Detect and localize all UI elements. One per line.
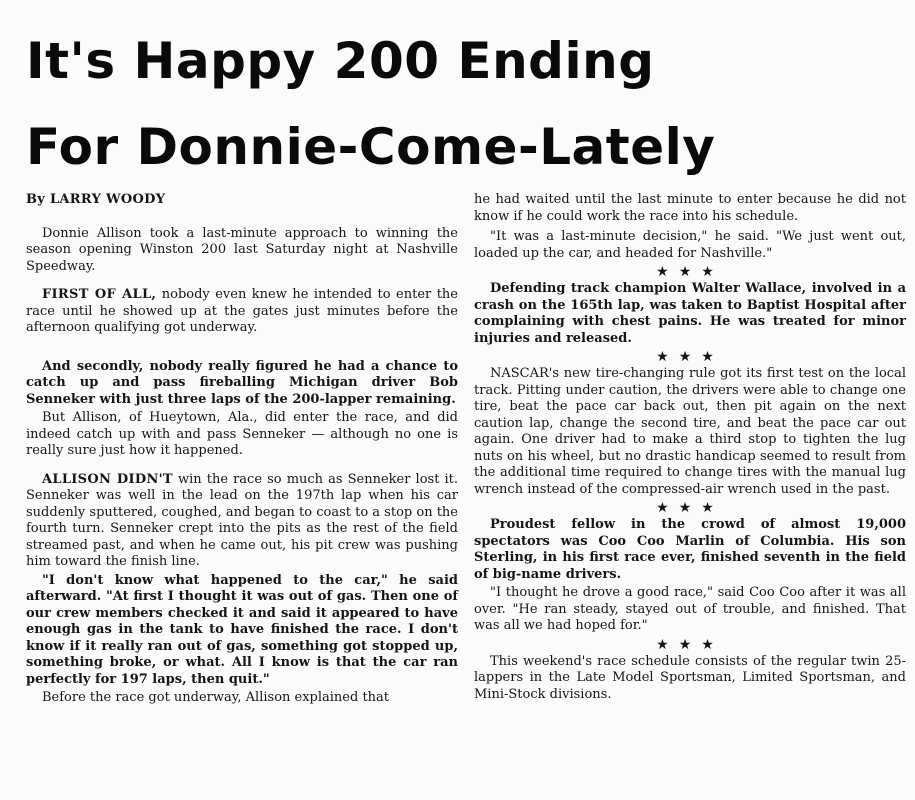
paragraph-continued: he had waited until the last minute to enter because he did not know if he could work the race into his schedule. xyxy=(474,192,906,224)
headline-line-1: It's Happy 200 Ending xyxy=(26,32,655,90)
lead-in: FIRST OF ALL, xyxy=(42,287,157,302)
section-separator-stars: ★★★ xyxy=(656,636,724,653)
right-column xyxy=(474,192,906,705)
paragraph-tire-rule: NASCAR's new tire-changing rule got its first test on the local track. Pitting under caution, the drivers were able to change one tire, beat the pace car back out, then pit again on the next caution lap, change the second tire, and beat the pace car out again. One driver had to make a third stop to tighten the lug nuts on his wheel, but no drastic handicap seemed to result from the additional time required to change tires with the manual lug wrench instead of the compressed-air wrench used in the past. xyxy=(474,366,906,497)
paragraph-wallace: Defending track champion Walter Wallace, involved in a crash on the 165th lap, was taken to Baptist Hospital after complaining with chest pains. He was treated for minor injuries and released. xyxy=(474,281,906,346)
section-separator-stars: ★★★ xyxy=(656,500,724,516)
section-separator-stars: ★★★ xyxy=(656,349,724,365)
paragraph-schedule: This weekend's race schedule consists of the regular twin 25-lappers in the Late Model Sportsman, Limited Sportsman, and Mini-Stock divisions. xyxy=(474,653,906,702)
paragraph-coo-coo-quote: "I thought he drove a good race," said Coo Coo after it was all over. "He ran steady, stayed out of trouble, and finished. That was all we had hoped for." xyxy=(474,585,906,633)
byline: By LARRY WOODY xyxy=(26,192,166,207)
paragraph-secondly: And secondly, nobody really figured he had a chance to catch up and pass fireballing Michigan driver Bob Senneker with just three laps of the 200-lapper remaining. xyxy=(26,358,458,407)
paragraph-intro: Donnie Allison took a last-minute approach to winning the season opening Winston 200 last Saturday night at Nashville Speedway. xyxy=(26,225,458,274)
paragraph-text: win the race so much as Senneker lost it. Senneker was well in the lead on the 197th lap when his car suddenly sputtered, coughed, and began to coast to a stop on the fourth turn. Senneker crept into the pits as the rest of the field streamed past, and when he came out, his pit crew was pushing him toward the finish line. xyxy=(26,471,459,569)
paragraph-text: nobody even knew he intended to enter the race until he showed up at the gates just minutes before the afternoon qualifying got underway. xyxy=(26,287,458,335)
paragraph-first-of-all xyxy=(26,287,458,337)
paragraph-last-minute-quote: "It was a last-minute decision," he said. "We just went out, loaded up the car, and headed for Nashville." xyxy=(474,229,906,261)
headline xyxy=(26,18,906,190)
lead-in: ALLISON DIDN'T xyxy=(42,471,173,487)
section-separator-stars: ★★★ xyxy=(656,264,724,280)
paragraph-allison-didnt xyxy=(26,472,458,571)
paragraph-hueytown: But Allison, of Hueytown, Ala., did enter the race, and did indeed catch up with and pass Senneker — although no one is really sure just how it happened. xyxy=(26,410,458,458)
headline-line-2: For Donnie-Come-Lately xyxy=(26,118,716,176)
paragraph-senneker-quote: "I don't know what happened to the car," he said afterward. "At first I thought it was out of gas. Then one of our crew members checked it and said it appeared to have enough gas in the tank to have finished the race. I don't know if it really ran out of gas, something got stopped up, something broke, or what. All I know is that the car ran perfectly for 197 laps, then quit." xyxy=(26,572,458,687)
left-column xyxy=(26,192,458,709)
paragraph-before-race: Before the race got underway, Allison explained that xyxy=(42,690,390,705)
paragraph-coo-coo-marlin: Proudest fellow in the crowd of almost 19,000 spectators was Coo Coo Marlin of Columbia. His son Sterling, in his first race ever, finished seventh in the field of big-name drivers. xyxy=(474,517,906,582)
